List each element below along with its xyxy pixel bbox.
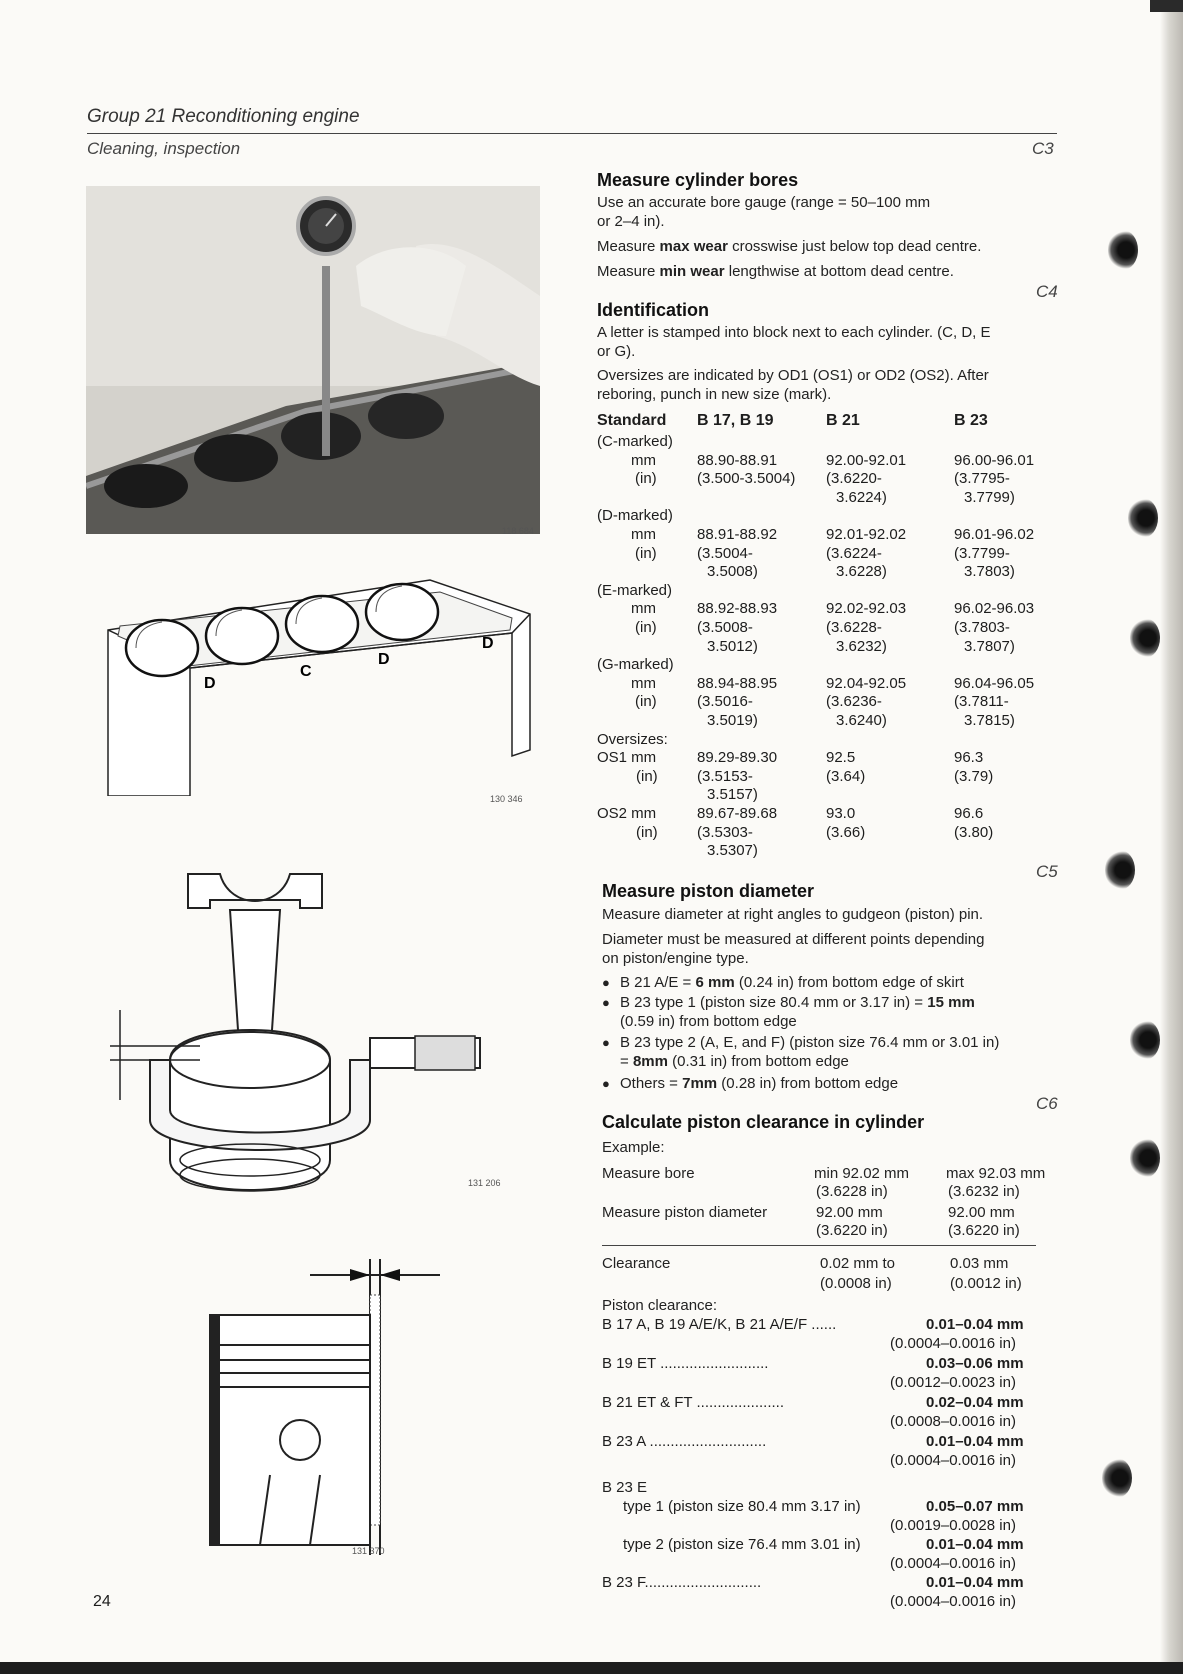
piston-text-3: on piston/engine type. — [602, 950, 749, 967]
piston-section-drawing — [200, 1255, 460, 1555]
clearance-1-in: (0.0008 in) — [820, 1275, 892, 1292]
table-cell: (3.66) — [826, 823, 866, 841]
bore-min: min 92.02 mm — [814, 1165, 910, 1182]
table-cell: (3.5153- — [697, 767, 753, 785]
table-row-label: (in) — [635, 470, 657, 488]
table-header: B 17, B 19 — [697, 412, 774, 429]
table-row-label: mm — [631, 600, 656, 618]
diameter-2: 92.00 mm — [948, 1204, 1015, 1221]
table-cell: (3.6220- — [826, 470, 882, 488]
table-header: Standard — [597, 412, 667, 429]
table-cell: 88.94-88.95 — [697, 674, 778, 692]
table-cell: 3.5012) — [707, 637, 758, 655]
clearance-item-sub: (0.0008–0.0016 in) — [890, 1413, 1016, 1430]
bore-max-in: (3.6232 in) — [948, 1183, 1020, 1200]
bores-text-1b: or 2–4 in). — [597, 213, 665, 230]
section-title-piston: Measure piston diameter — [602, 881, 815, 901]
table-cell: 96.00-96.01 — [954, 451, 1035, 469]
table-cell: 3.7803) — [964, 563, 1015, 581]
table-cell: 3.6240) — [836, 712, 887, 729]
page-header-title: Group 21 Reconditioning engine — [87, 106, 360, 127]
bore-max: max 92.03 mm — [946, 1165, 1046, 1182]
b23e-label: B 23 E — [602, 1479, 648, 1496]
table-row-label: (D-marked) — [597, 507, 673, 525]
table-row-label: mm — [631, 526, 656, 543]
clearance-item-value: 0.02–0.04 mm — [926, 1394, 1024, 1411]
clearance-item-label: B 19 ET .......................... — [602, 1355, 769, 1372]
punch-hole — [1105, 850, 1135, 890]
piston-bullet-1: ● B 21 A/E = 6 mm (0.24 in) from bottom edge of skirt — [620, 973, 964, 992]
diameter-2-in: (3.6220 in) — [948, 1222, 1020, 1239]
section-code: C6 — [1036, 1094, 1058, 1113]
table-cell: (3.80) — [954, 823, 994, 841]
clearance-item-sub: (0.0004–0.0016 in) — [890, 1452, 1016, 1469]
table-cell: 3.6232) — [836, 637, 887, 655]
table-cell: (3.64) — [826, 767, 866, 785]
table-cell: (3.5303- — [697, 823, 753, 841]
table-cell: 3.6224) — [836, 488, 887, 506]
table-row-label: mm — [631, 451, 656, 469]
piston-bullet-2-cont: (0.59 in) from bottom edge — [620, 1013, 797, 1030]
table-cell: 88.92-88.93 — [697, 600, 778, 618]
page-edge-bottom — [0, 1662, 1183, 1674]
piston-bullet-3-cont: = 8mm (0.31 in) from bottom edge — [620, 1053, 849, 1070]
section-code: C5 — [1036, 862, 1058, 881]
clearance-item-label: B 17 A, B 19 A/E/K, B 21 A/E/F ...... — [602, 1316, 837, 1333]
b23f-value: 0.01–0.04 mm — [926, 1574, 1024, 1591]
table-row-label: Oversizes: — [597, 730, 668, 748]
diameter-1: 92.00 mm — [816, 1204, 883, 1221]
b23e-type1-value: 0.05–0.07 mm — [926, 1498, 1024, 1515]
table-row-label: (in) — [635, 693, 657, 711]
table-row-label: OS2 mm — [597, 805, 657, 822]
table-cell: 3.5019) — [707, 712, 758, 729]
piston-clearance-title: Piston clearance: — [602, 1297, 718, 1314]
piston-bullet-4: ● Others = 7mm (0.28 in) from bottom edge — [620, 1074, 898, 1093]
clearance-item-label: B 23 A ............................ — [602, 1433, 767, 1450]
section-title-clearance: Calculate piston clearance in cylinder — [602, 1112, 925, 1132]
clearance-item-sub: (0.0012–0.0023 in) — [890, 1374, 1016, 1391]
table-row-label: (C-marked) — [597, 433, 673, 450]
b23e-type2-label: type 2 (piston size 76.4 mm 3.01 in) — [623, 1536, 861, 1553]
table-header: B 23 — [954, 412, 988, 429]
table-cell: 89.29-89.30 — [697, 749, 778, 767]
figure-caption: 131 370 — [352, 1546, 385, 1556]
punch-hole — [1130, 618, 1160, 658]
cylinder-letter: C — [300, 663, 312, 680]
piston-micrometer-drawing — [110, 870, 530, 1200]
table-cell: 92.01-92.02 — [826, 526, 907, 543]
table-cell: 93.0 — [826, 805, 856, 822]
piston-text-2: Diameter must be measured at different points depending — [602, 931, 985, 948]
bore-label: Measure bore — [602, 1165, 695, 1182]
example-label: Example: — [602, 1139, 665, 1156]
punch-hole — [1108, 230, 1138, 270]
page-edge-top — [1150, 0, 1183, 12]
clearance-item-value: 0.03–0.06 mm — [926, 1355, 1024, 1372]
table-cell: 3.6228) — [836, 563, 887, 581]
engine-block-drawing — [100, 578, 540, 796]
section-code: C4 — [1036, 282, 1058, 301]
figure-caption: 118 684 — [502, 526, 534, 536]
table-cell: (3.79) — [954, 767, 994, 785]
cylinder-letter: D — [378, 651, 390, 668]
table-cell: (3.500-3.5004) — [697, 470, 796, 488]
table-cell: 3.7799) — [964, 488, 1015, 506]
section-code: C3 — [1032, 139, 1054, 158]
table-cell: (3.6236- — [826, 693, 882, 711]
table-cell: (3.5008- — [697, 619, 753, 636]
header-rule — [87, 133, 1057, 134]
table-cell: 92.02-92.03 — [826, 600, 907, 618]
b23e-type2-sub: (0.0004–0.0016 in) — [890, 1555, 1016, 1572]
clearance-2-in: (0.0012 in) — [950, 1275, 1022, 1292]
page-edge-shadow — [1160, 0, 1183, 1674]
table-cell: 96.02-96.03 — [954, 600, 1035, 618]
ident-text-2: or G). — [597, 343, 636, 360]
table-cell: (3.6224- — [826, 544, 882, 562]
punch-hole — [1130, 1020, 1160, 1060]
bores-text-1: Use an accurate bore gauge (range = 50–100 mm — [597, 194, 931, 211]
section-title-bores: Measure cylinder bores — [597, 170, 799, 190]
table-cell: 89.67-89.68 — [697, 805, 778, 822]
b23f-sub: (0.0004–0.0016 in) — [890, 1593, 1016, 1610]
punch-hole — [1130, 1138, 1160, 1178]
table-cell: 96.3 — [954, 749, 984, 767]
b23e-type1-sub: (0.0019–0.0028 in) — [890, 1517, 1016, 1534]
ident-text-3: Oversizes are indicated by OD1 (OS1) or OD2 (OS2). After — [597, 367, 989, 384]
table-cell: (3.7811- — [954, 693, 1009, 711]
table-cell: 92.00-92.01 — [826, 451, 907, 469]
table-row-label: (E-marked) — [597, 581, 673, 599]
table-cell: 96.6 — [954, 805, 984, 822]
piston-bullet-2: ● B 23 type 1 (piston size 80.4 mm or 3.17 in) = 15 mm — [620, 993, 975, 1012]
table-cell: (3.7799- — [954, 544, 1010, 562]
clearance-2: 0.03 mm — [950, 1255, 1009, 1272]
figure-caption: 131 206 — [468, 1178, 501, 1188]
table-cell: (3.6228- — [826, 619, 882, 636]
table-cell: 3.7815) — [964, 712, 1015, 729]
clearance-1: 0.02 mm to — [820, 1255, 896, 1272]
clearance-label: Clearance — [602, 1255, 671, 1272]
piston-text-1: Measure diameter at right angles to gudgeon (piston) pin. — [602, 906, 984, 923]
table-cell: (3.7803- — [954, 619, 1010, 636]
table-row-label: (in) — [636, 767, 658, 785]
table-row-label: (G-marked) — [597, 656, 674, 674]
b23f-label: B 23 F............................ — [602, 1574, 762, 1591]
table-row-label: (in) — [635, 619, 657, 636]
bore-gauge-photo — [86, 186, 540, 534]
ident-text-1: A letter is stamped into block next to each cylinder. (C, D, E — [597, 324, 991, 341]
clearance-item-sub: (0.0004–0.0016 in) — [890, 1335, 1016, 1352]
table-row-label: OS1 mm — [597, 749, 657, 767]
bores-text-3: Measure min wear lengthwise at bottom dead centre. — [597, 263, 954, 280]
diameter-1-in: (3.6220 in) — [816, 1222, 888, 1239]
bore-min-in: (3.6228 in) — [816, 1183, 888, 1200]
table-row-label: (in) — [636, 823, 658, 841]
clearance-item-value: 0.01–0.04 mm — [926, 1316, 1024, 1333]
page-header-subtitle: Cleaning, inspection — [87, 139, 241, 158]
table-cell: 3.5307) — [707, 842, 758, 860]
clearance-rule — [602, 1245, 1036, 1246]
punch-hole — [1102, 1458, 1132, 1498]
table-cell: 92.04-92.05 — [826, 674, 907, 692]
ident-text-4: reboring, punch in new size (mark). — [597, 386, 832, 403]
cylinder-letter: D — [482, 635, 494, 652]
bores-text-2: Measure max wear crosswise just below top dead centre. — [597, 238, 982, 255]
table-cell: 96.01-96.02 — [954, 526, 1035, 543]
table-cell: (3.7795- — [954, 470, 1010, 488]
table-cell: 3.5008) — [707, 563, 758, 581]
table-cell: 88.90-88.91 — [697, 451, 778, 469]
figure-caption: 130 346 — [490, 794, 523, 804]
table-header: B 21 — [826, 412, 860, 429]
table-cell: 3.5157) — [707, 786, 758, 804]
table-cell: 92.5 — [826, 749, 856, 767]
table-cell: (3.5016- — [697, 693, 753, 711]
cylinder-letter: D — [204, 675, 216, 692]
table-cell: 88.91-88.92 — [697, 526, 778, 543]
table-row-label: (in) — [635, 544, 657, 562]
b23e-type2-value: 0.01–0.04 mm — [926, 1536, 1024, 1553]
table-row-label: mm — [631, 674, 656, 692]
table-cell: 3.7807) — [964, 637, 1015, 655]
table-cell: (3.5004- — [697, 544, 753, 562]
piston-bullet-3: ● B 23 type 2 (A, E, and F) (piston size 76.4 mm or 3.01 in) — [620, 1033, 999, 1052]
clearance-item-value: 0.01–0.04 mm — [926, 1433, 1024, 1450]
page-number: 24 — [93, 1593, 111, 1610]
table-cell: 96.04-96.05 — [954, 674, 1035, 692]
clearance-item-label: B 21 ET & FT ..................... — [602, 1394, 785, 1411]
punch-hole — [1128, 498, 1158, 538]
section-title-identification: Identification — [597, 300, 709, 320]
diameter-label: Measure piston diameter — [602, 1204, 768, 1221]
b23e-type1-label: type 1 (piston size 80.4 mm 3.17 in) — [623, 1498, 861, 1515]
